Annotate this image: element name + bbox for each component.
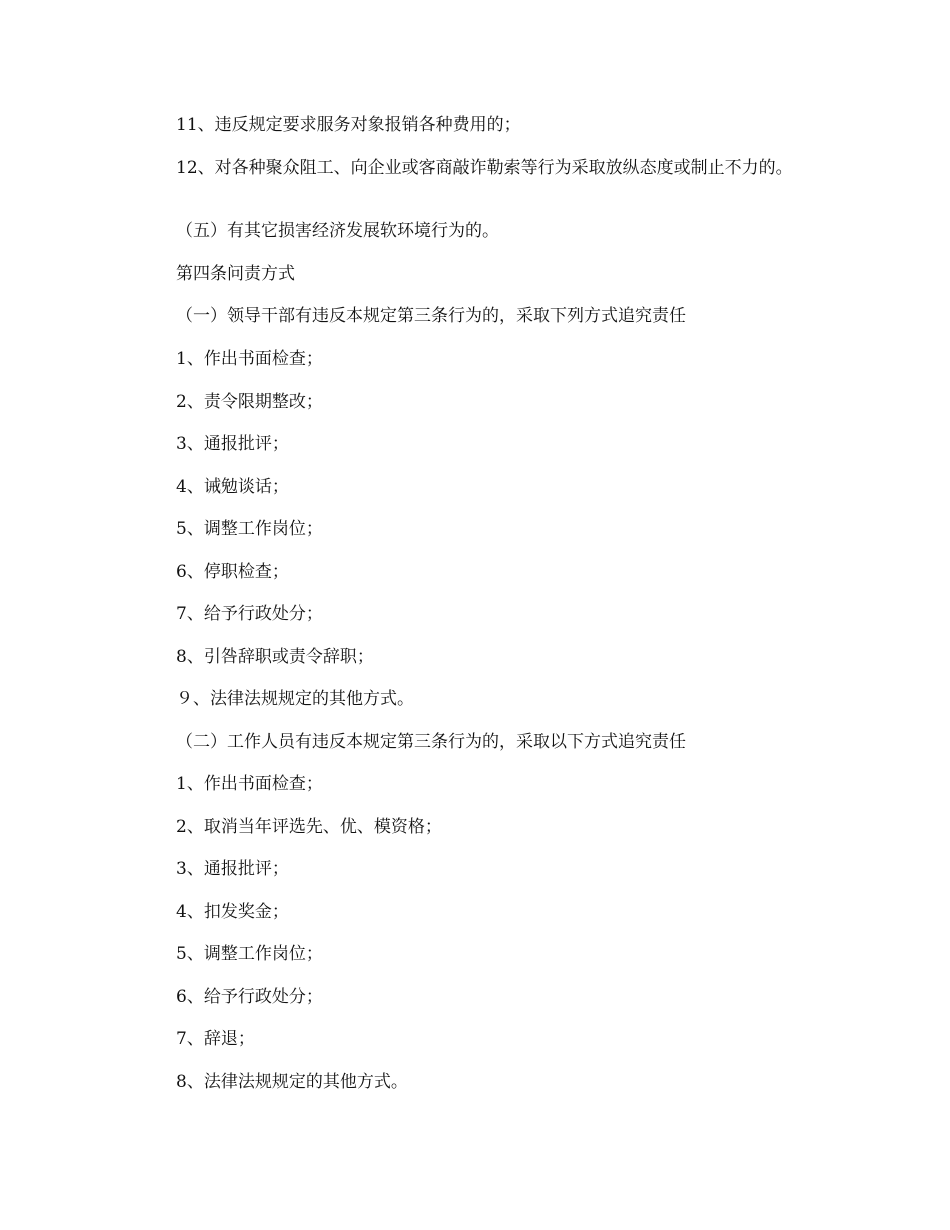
list-item: 8、法律法规规定的其他方式。 — [176, 1072, 408, 1092]
list-item: 4、扣发奖金； — [176, 902, 289, 922]
paragraph: （一）领导干部有违反本规定第三条行为的，采取下列方式追究责任 — [176, 306, 686, 326]
list-item: 5、调整工作岗位； — [176, 944, 323, 964]
list-item: 4、诫勉谈话； — [176, 477, 289, 497]
list-item: 3、通报批评； — [176, 434, 289, 454]
paragraph: （二）工作人员有违反本规定第三条行为的，采取以下方式追究责任 — [176, 732, 686, 752]
list-item: ９、法律法规规定的其他方式。 — [176, 689, 414, 709]
list-item: 7、给予行政处分； — [176, 604, 323, 624]
list-item: 1、作出书面检查； — [176, 774, 323, 794]
list-item: 5、调整工作岗位； — [176, 519, 323, 539]
list-item: 2、责令限期整改； — [176, 392, 323, 412]
paragraph: （五）有其它损害经济发展软环境行为的。 — [176, 221, 499, 241]
paragraph: 11、违反规定要求服务对象报销各种费用的； — [176, 115, 521, 135]
list-item: 1、作出书面检查； — [176, 349, 323, 369]
list-item: 8、引咎辞职或责令辞职； — [176, 647, 374, 667]
list-item: 2、取消当年评选先、优、模资格； — [176, 817, 442, 837]
list-item: 6、给予行政处分； — [176, 987, 323, 1007]
paragraph: 12、对各种聚众阻工、向企业或客商敲诈勒索等行为采取放纵态度或制止不力的。 — [176, 158, 793, 178]
list-item: 3、通报批评； — [176, 859, 289, 879]
section-heading: 第四条问责方式 — [176, 264, 295, 284]
list-item: 7、辞退； — [176, 1029, 255, 1049]
list-item: 6、停职检查； — [176, 562, 289, 582]
